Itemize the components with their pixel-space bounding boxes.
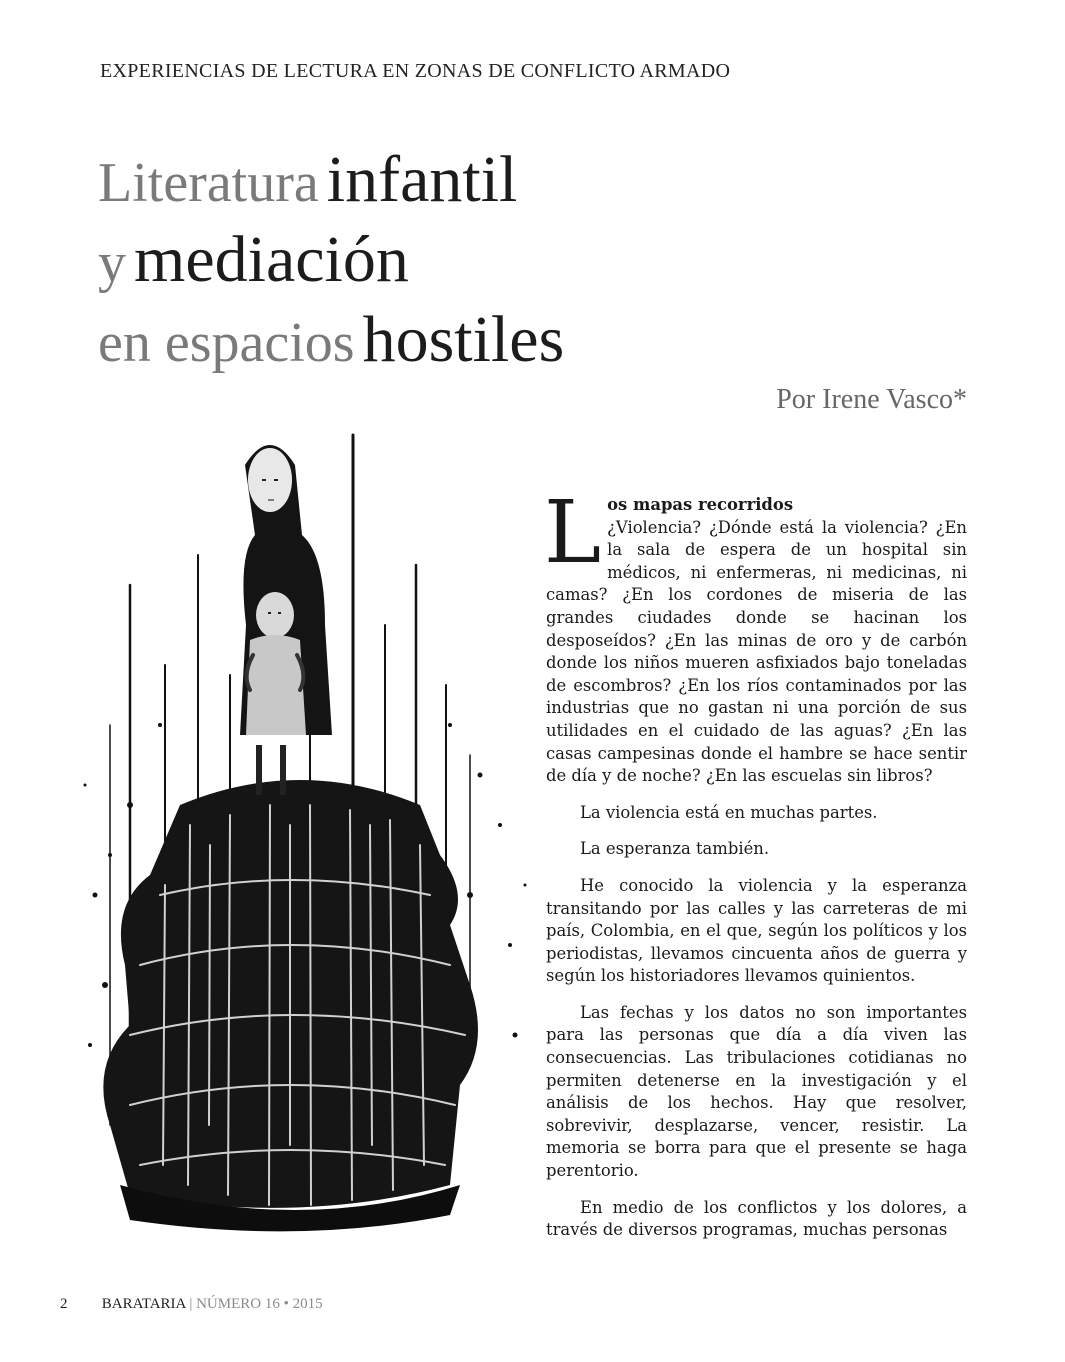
issue-number: NÚMERO 16 [196,1296,280,1312]
paragraph: ¿Violencia? ¿Dónde está la violencia? ¿En la sala de espera de un hospital sin médicos, ni enfermeras, ni medicinas, ni camas? ¿En los cordones de miseria de las grandes ciudades donde se hacinan los desposeídos? ¿En las minas de oro y de carbón donde los niños mueren asfixiados bajo toneladas de escombros? ¿En los ríos contaminados por las industrias que no gastan ni una porción de sus utilidades en el cuidado de las aguas? ¿En las casas campesinas donde el hambre se hace sentir de día y de noche? ¿En las escuelas sin libros? [546,517,967,786]
title-word: mediación [134,223,409,296]
page-number: 2 [60,1296,68,1312]
title-word: y [98,232,126,294]
paragraph: Las fechas y los datos no son importantes para las personas que día a día viven las consecuencias. Las tribulaciones cotidianas no permiten detenerse en la investigación y el análisis de los hechos. Hay que resolver, sobrevivir, desplazarse, vencer, resistir. La memoria se borra para que el presente se haga perentorio. [546,1002,967,1181]
paragraph: He conocido la violencia y la esperanza transitando por las calles y las carreteras de mi país, Colombia, en el que, según los políticos y los periodistas, llevamos cincuenta años de guerra y según los historiadores llevamos quinientos. [546,875,967,986]
article-illustration [70,425,530,1275]
article-title [98,140,564,380]
title-word: en espacios [98,312,355,374]
section-heading: os mapas recorridos [607,495,794,514]
title-word: infantil [326,143,518,216]
title-word: Literatura [98,152,319,214]
footer-bullet: • [283,1296,289,1312]
title-word: hostiles [362,303,565,376]
drop-cap: L [544,483,602,583]
paragraph: La violencia está en muchas partes. [580,802,878,822]
paragraph: En medio de los conflictos y los dolores, a través de diversos programas, muchas personas [546,1197,967,1240]
issue-year: 2015 [292,1296,323,1312]
footer-separator: | [189,1296,193,1312]
paragraph: La esperanza también. [580,839,770,859]
page-footer [60,1296,323,1313]
magazine-name: BARATARIA [101,1296,186,1312]
article-body [544,483,967,1256]
section-kicker: EXPERIENCIAS DE LECTURA EN ZONAS DE CONFLICTO ARMADO [100,60,731,82]
author-byline: Por Irene Vasco* [776,384,967,415]
